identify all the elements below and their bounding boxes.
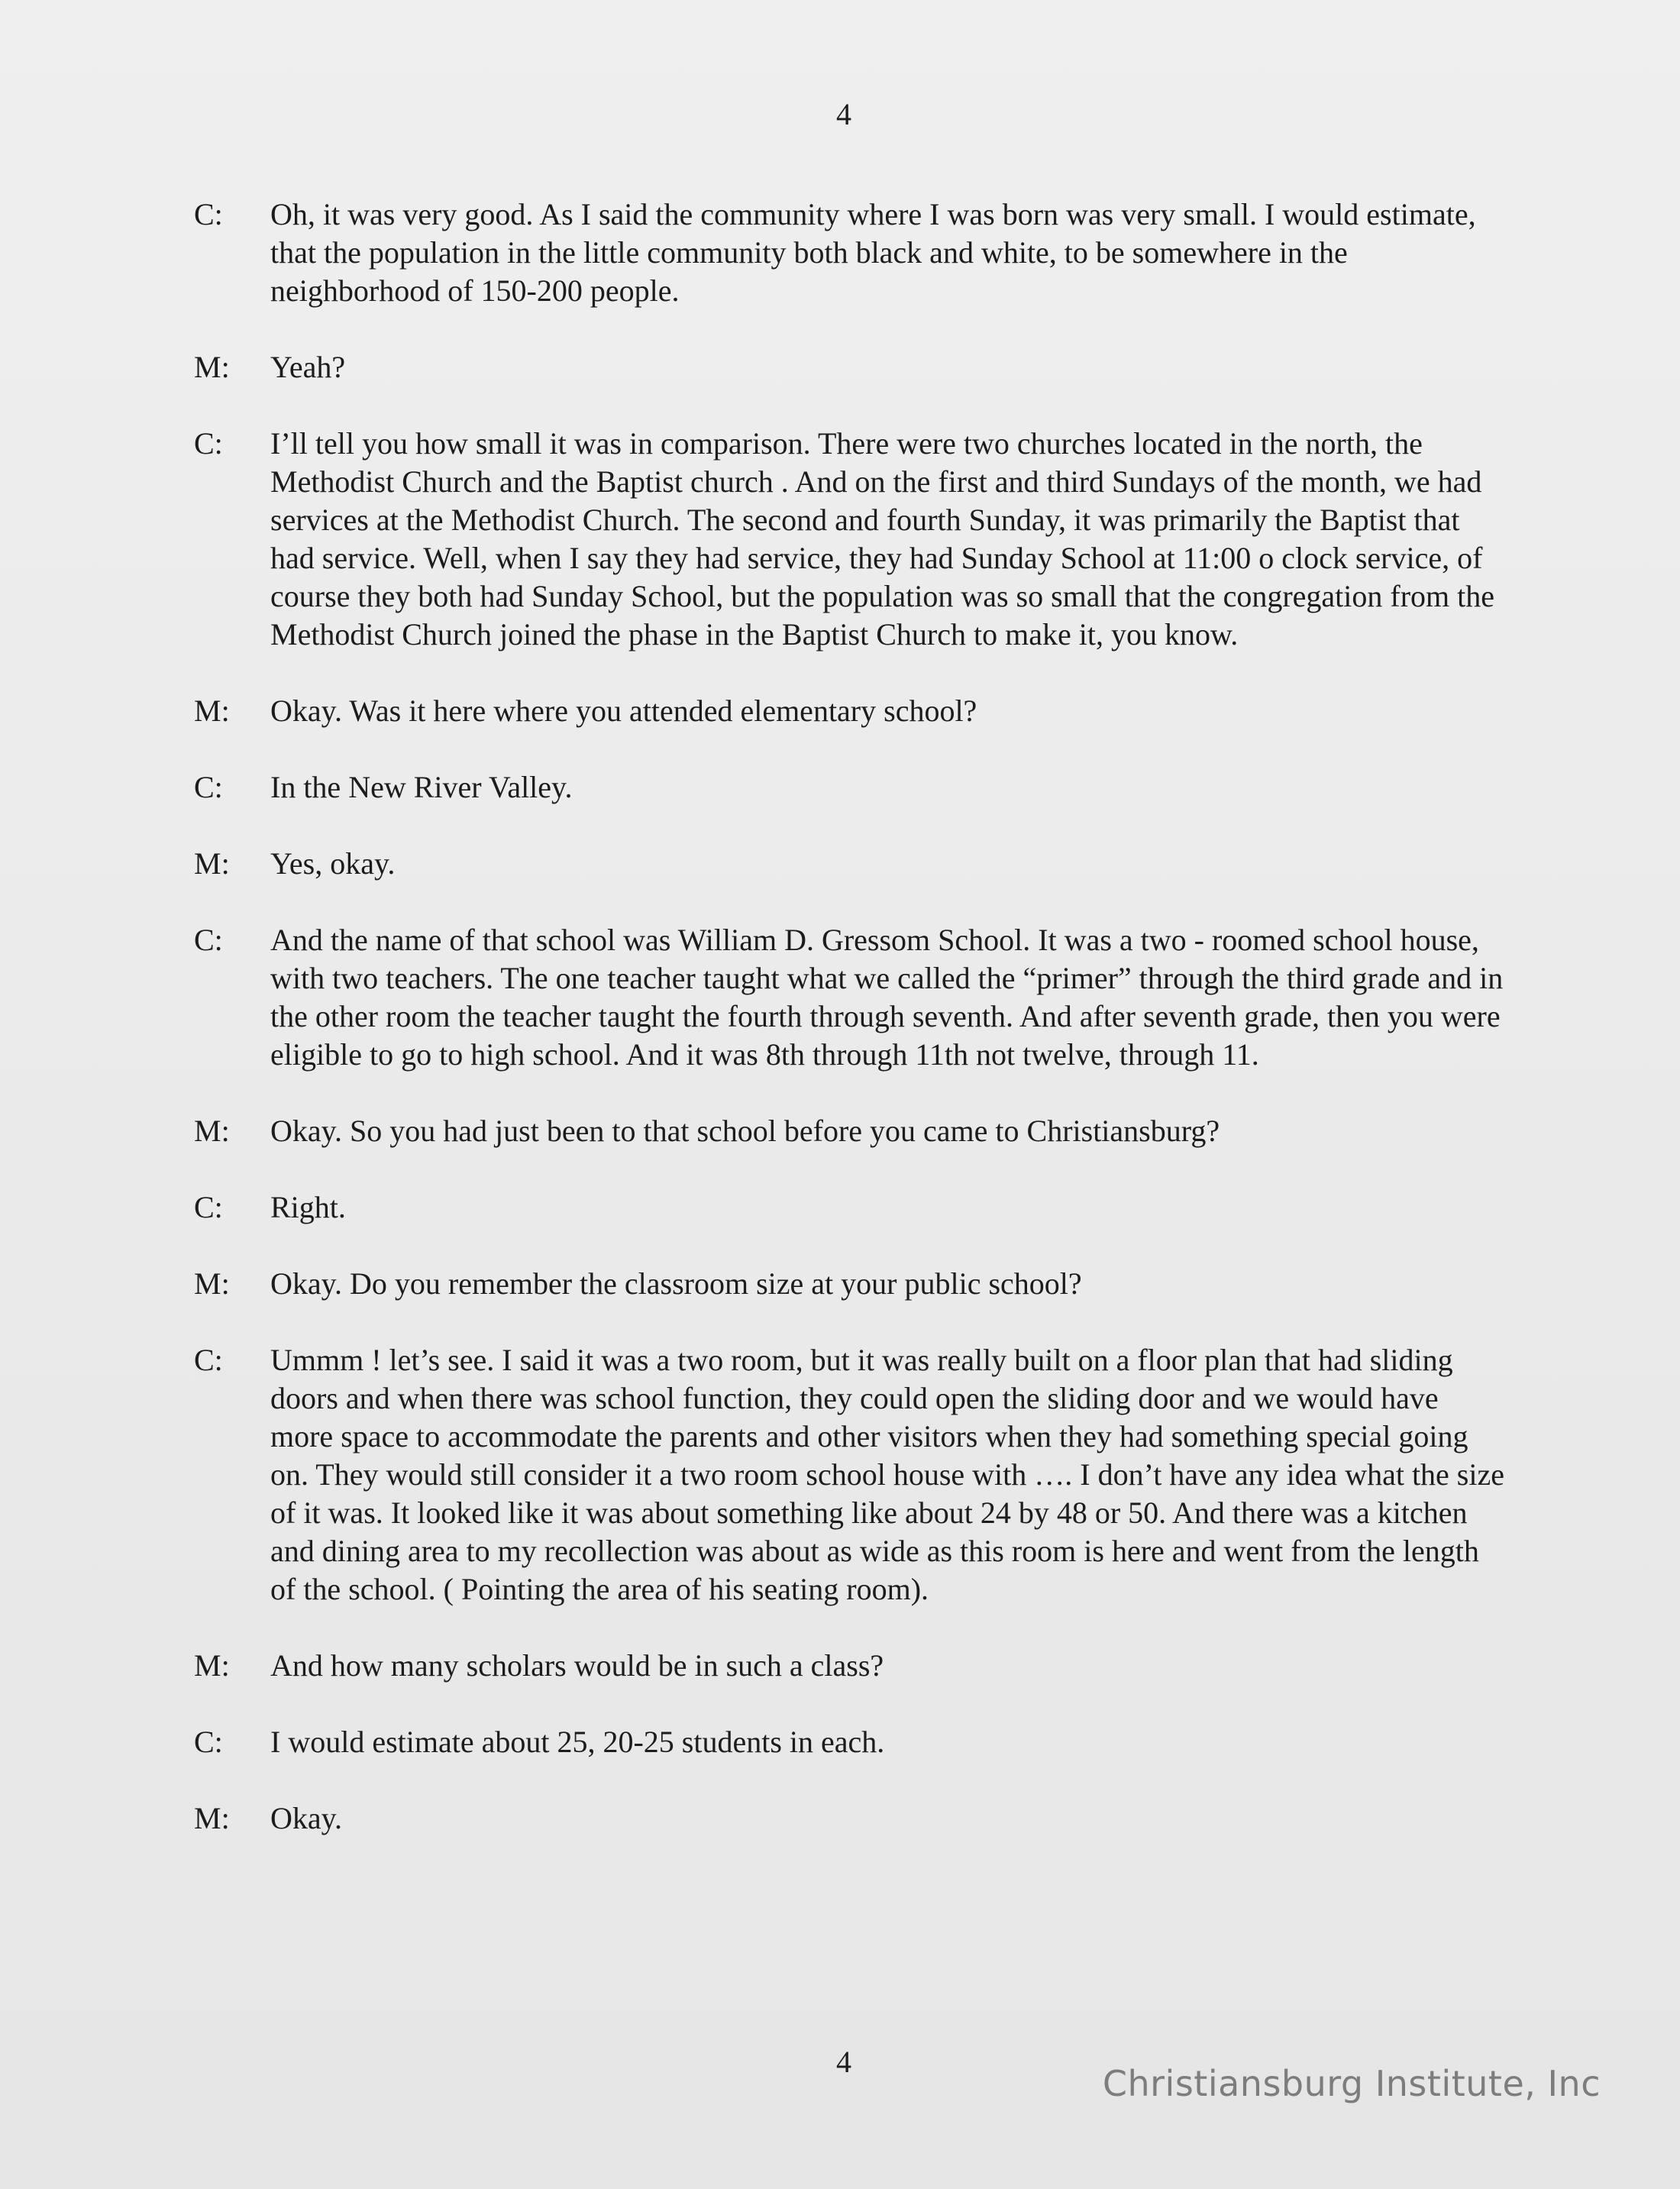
speaker-label: C: [194,197,223,231]
speaker-label: M: [194,1801,230,1835]
transcript-entry [194,845,1507,883]
speaker-text: Okay. So you had just been to that school before you came to Christiansburg? [270,1114,1220,1148]
speaker-text: I’ll tell you how small it was in comparison. There were two churches located in the north, the Methodist Church and the Baptist church . And on the first and third Sundays of the month, we had services at the Methodist Church. The second and fourth Sunday, it was primarily the Baptist that had service. Well, when I say they had service, they had Sunday School at 11:00 o clock service, of course they both had Sunday School, but the population was so small that the congregation from the Methodist Church joined the phase in the Baptist Church to make it, you know. [270,426,1495,652]
speaker-text: And the name of that school was William D. Gressom School. It was a two - roomed school house, with two teachers. The one teacher taught what we called the “primer” through the third grade and in the other room the teacher taught the fourth through seventh. And after seventh grade, then you were eligible to go to high school. And it was 8th through 11th not twelve, through 11. [270,923,1504,1072]
speaker-label: C: [194,1343,223,1377]
speaker-text: Okay. [270,1801,343,1835]
transcript-entry [194,692,1507,730]
watermark: Christiansburg Institute, Inc [1102,2063,1601,2104]
speaker-text: Right. [270,1190,346,1224]
speaker-text: Yeah? [270,350,346,384]
speaker-label: M: [194,1648,230,1683]
transcript-entry [194,1265,1507,1303]
speaker-label: M: [194,694,230,728]
speaker-text: I would estimate about 25, 20-25 students in each. [270,1725,885,1759]
speaker-label: C: [194,923,223,957]
transcript-entry [194,348,1507,386]
speaker-text: Oh, it was very good. As I said the community where I was born was very small. I would estimate, that the population in the little community both black and white, to be somewhere in the neighborhood of 150-200 people. [270,197,1476,308]
page-number-top: 4 [836,97,851,131]
transcript-entry [194,1647,1507,1685]
speaker-label: C: [194,1190,223,1224]
interview-transcript [194,196,1507,1876]
speaker-text: Yes, okay. [270,846,396,881]
transcript-entry [194,768,1507,807]
speaker-label: C: [194,1725,223,1759]
speaker-text: And how many scholars would be in such a class? [270,1648,884,1683]
speaker-text: In the New River Valley. [270,770,573,804]
transcript-entry [194,1799,1507,1838]
transcript-entry [194,1112,1507,1150]
speaker-label: C: [194,770,223,804]
speaker-label: M: [194,1114,230,1148]
speaker-label: C: [194,426,223,461]
speaker-text: Okay. Was it here where you attended elementary school? [270,694,977,728]
transcript-entry [194,425,1507,654]
speaker-text: Ummm ! let’s see. I said it was a two room, but it was really built on a floor plan that had sliding doors and when there was school function, they could open the sliding door and we would have more space to accommodate the parents and other visitors when they had something special going on. They would still consider it a two room school house with …. I don’t have any idea what the size of it was. It looked like it was about something like about 24 by 48 or 50. And there was a kitchen and dining area to my recollection was about as wide as this room is here and went from the length of the school. ( Pointing the area of his seating room). [270,1343,1504,1606]
speaker-text: Okay. Do you remember the classroom size at your public school? [270,1266,1082,1301]
transcript-entry [194,1723,1507,1761]
speaker-label: M: [194,846,230,881]
transcript-entry [194,921,1507,1074]
speaker-label: M: [194,350,230,384]
transcript-entry [194,1188,1507,1227]
page-number-bottom: 4 [836,2045,851,2079]
speaker-label: M: [194,1266,230,1301]
transcript-entry [194,196,1507,310]
transcript-entry [194,1341,1507,1609]
